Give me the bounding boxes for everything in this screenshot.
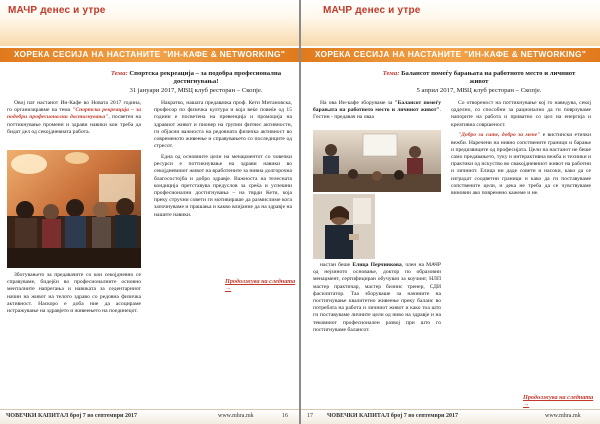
paragraph-text: . Гостин - предавач на оваа — [313, 107, 441, 121]
article-paragraph: Една од основните цели на менаџментот со човечки ресурси е поттикнување на здрави навики во секојдневниот живот на вработените за нивна долгорочна благосостојба и добро здравје. Важноста на телесната кондиција претставува предуслов за среќа и успешни професионални достигнувања – на тврди Кети, која преку стручни совети ги мотивираше да размислиме кога започнуваме и прашања и какво влијание да на здравје на нашите навики. — [154, 153, 292, 218]
article-paragraph: Збогувањето за предавачите со кои секојдневно се справуваме, бидејќи во професионалните основно менталните напрегања и навиката за седентарниот начин на живот на телото здраво со редовна физичка активност. Наскоро е доба ние да асоцираме истражување на здравјето и живеењето на поединецот. — [7, 272, 141, 315]
paragraph-text: Овој пат настанот Ин-Кафе во Новата 2017 година, го организиравме на тема — [7, 100, 141, 114]
article-paragraph — [7, 100, 141, 136]
paragraph-text: На ова Ин-кафе зборуваме за — [320, 100, 395, 106]
page-footer — [0, 409, 299, 424]
right-page — [301, 0, 600, 424]
page-number: 17 — [307, 413, 313, 419]
topic-header — [96, 70, 296, 95]
left-page — [0, 0, 299, 424]
article-paragraph — [451, 132, 591, 197]
article-paragraph — [313, 100, 441, 122]
masthead — [301, 0, 600, 46]
masthead-title: МАЧР денес и утре — [8, 5, 106, 16]
event-photo-right — [313, 130, 441, 192]
speaker-name: Елица Перчинкова — [352, 262, 402, 268]
topic-header — [379, 70, 579, 95]
page-footer — [301, 409, 600, 424]
article-paragraph — [313, 262, 441, 334]
topic-date: 5 април 2017, МВЦ клуб ресторан – Скопје. — [416, 86, 542, 94]
article-paragraph: Со отвореност на поттикнување кој го наведува, секој одделно, со способни за рационално да ги поврзуваме напорите на работа и приватно со цел на енергија и креативна совршеност. — [451, 100, 591, 128]
topic-title: Балансот помеѓу барањата на работното место и личниот живот — [401, 70, 576, 86]
speaker-photo — [313, 194, 375, 259]
article-column-2 — [154, 100, 292, 222]
masthead-title: МАЧР денес и утре — [323, 5, 421, 16]
paragraph-text: настан беше — [320, 262, 353, 268]
footer-magazine: ЧОВЕЧКИ КАПИТАЛ број 7 во септември 2017 — [6, 413, 137, 419]
article-paragraph: Накратко, нашата предавачка проф. Кети Митановска, професор по физичка култура и која веќе повеќе од 15 години е посветена на превенција и промоција на здравиот живот и пионер на групни фитнес активности, ги објасни важноста на редовната физичка активност во современото живеење и справувањето со последиците од стресот. — [154, 100, 292, 150]
banner-text: ХОРЕКА СЕСИЈА НА НАСТАНИТЕ "ИН-КАФЕ & NETWORKING" — [314, 49, 587, 59]
topic-title: Спортска рекреација – за подобра професионална достигнувања! — [129, 70, 282, 86]
event-photo-left — [7, 150, 141, 268]
continues-link[interactable]: Продолжува на следната → — [225, 278, 296, 292]
topic-label: Тема: — [382, 70, 400, 77]
article-column-1-bottom — [7, 272, 141, 319]
masthead — [0, 0, 299, 46]
banner-text: ХОРЕКА СЕСИЈА НА НАСТАНИТЕ "ИН-КАФЕ & NETWORKING" — [13, 49, 286, 59]
event-theme: "Спортска рекреација – за подобри професионални достигнувања" — [7, 107, 141, 121]
footer-magazine: ЧОВЕЧКИ КАПИТАЛ број 7 во септември 2017 — [327, 413, 458, 419]
topic-label: Тема: — [110, 70, 128, 77]
continues-link[interactable]: Продолжува на следната → — [523, 394, 594, 408]
page-number: 16 — [282, 413, 288, 419]
topic-date: 31 јануари 2017, МВЦ клуб ресторан – Скопје. — [129, 86, 263, 94]
session-banner — [301, 48, 600, 62]
paragraph-text: е вистински етички вежби. Наречени на нивно сопствените граници и барање и предизвиците од професијата. Цели на настанот не беше само предавањето, туку и интерактивна вежба и техники и практики од искуство во свакојдневниот живот на работни и личниот. Елица ни даде совети и насоки, како да се изградат соодветни граници и како да ги поставуваме сопствените цели, и дека не треба да се чувствуваме виновни ако повремено кажеме и не. — [451, 132, 591, 196]
article-column-1 — [7, 100, 141, 140]
article-column-2 — [451, 100, 591, 201]
session-banner — [0, 48, 299, 62]
article-column-1 — [313, 100, 441, 125]
paragraph-text: , посветен на поттикнување промени и здрави навики кои треба да бидат дел од секојдневната работа. — [7, 114, 141, 135]
footer-website[interactable]: www.mhra.mk — [545, 413, 581, 419]
paragraph-text: , член на МАЧР од нејзиното основање, доктор по образовни менаџмент, сертифициран обучувач за коучинг, НЛП мастер практичар, мастер бизнис тренер, СДИ фасилитатор. Таа зборуваше за начините на постигнување квалитетно живеење преку баланс во потребата на работа и личниот живот и како тоа што ги поставуваме личните цели од ниво на здравје и на тековниот професионален развој при што го постигнуваме балансот. — [313, 262, 441, 333]
footer-website[interactable]: www.mhra.mk — [218, 413, 254, 419]
event-theme: "Балансот помеѓу барањата на работното место и личниот живот" — [313, 100, 441, 114]
article-column-1-bottom — [313, 262, 441, 338]
quote-text: "Добро за сите, добро за мене" — [458, 132, 541, 139]
